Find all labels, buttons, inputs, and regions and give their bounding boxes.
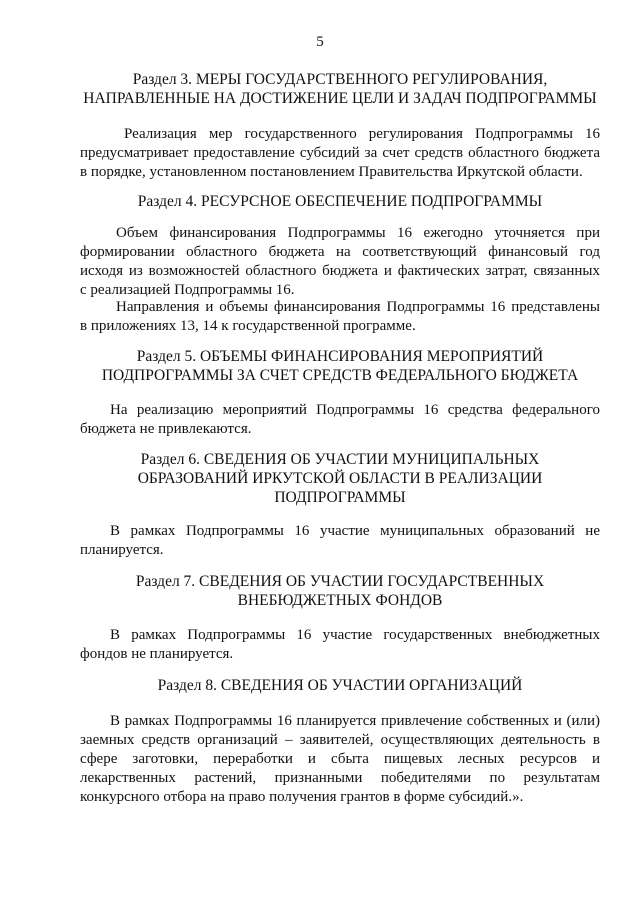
paragraph-line: предусматривает предоставление субсидий за счет средств областного бюджета [80, 145, 600, 161]
section-3-paragraph [80, 125, 600, 182]
heading-line: ОБРАЗОВАНИЙ ИРКУТСКОЙ ОБЛАСТИ В РЕАЛИЗАЦИИ [137, 470, 543, 487]
heading-line: Раздел 6. СВЕДЕНИЯ ОБ УЧАСТИИ МУНИЦИПАЛЬНЫХ [140, 451, 540, 468]
paragraph-line: бюджета не привлекаются. [80, 421, 252, 437]
paragraph-line: фондов не планируется. [80, 646, 234, 662]
heading-line: Раздел 4. РЕСУРСНОЕ ОБЕСПЕЧЕНИЕ ПОДПРОГРАММЫ [137, 193, 543, 210]
heading-line: ВНЕБЮДЖЕТНЫХ ФОНДОВ [237, 592, 443, 609]
paragraph-line: планируется. [80, 542, 164, 558]
section-7-paragraph [80, 626, 600, 664]
section-5-paragraph [80, 401, 600, 439]
paragraph-line: В рамках Подпрограммы 16 участие государственных внебюджетных [110, 627, 600, 643]
paragraph-line: Направления и объемы финансирования Подпрограммы 16 представлены [116, 299, 600, 315]
paragraph-line: лекарственных растений, признанными победителями по результатам [80, 770, 600, 786]
heading-line: Раздел 5. ОБЪЕМЫ ФИНАНСИРОВАНИЯ МЕРОПРИЯТИЙ [136, 348, 544, 365]
section-4-heading [80, 192, 600, 211]
paragraph-line: Реализация мер государственного регулирования Подпрограммы 16 [124, 126, 600, 142]
paragraph-line: Объем финансирования Подпрограммы 16 ежегодно уточняется при [116, 225, 600, 241]
paragraph-line: формировании областного бюджета на соответствующий финансовый год [80, 244, 600, 260]
section-8-paragraph [80, 712, 600, 807]
section-6-paragraph [80, 522, 600, 560]
paragraph-line: в порядке, установленном постановлением Правительства Иркутской области. [80, 164, 583, 180]
section-5-heading [80, 347, 600, 385]
paragraph-line: с реализацией Подпрограммы 16. [80, 282, 295, 298]
page-number: 5 [316, 34, 324, 50]
section-8-heading [80, 676, 600, 695]
paragraph-line: На реализацию мероприятий Подпрограммы 16 средства федерального [110, 402, 600, 418]
section-6-heading [80, 450, 600, 507]
section-3-heading [80, 70, 600, 108]
section-7-heading [80, 572, 600, 610]
paragraph-line: конкурсного отбора на право получения грантов в форме субсидий.». [80, 789, 524, 805]
section-4-paragraph-1 [80, 224, 600, 300]
heading-line: ПОДПРОГРАММЫ ЗА СЧЕТ СРЕДСТВ ФЕДЕРАЛЬНОГО БЮДЖЕТА [101, 367, 579, 384]
paragraph-line: В рамках Подпрограммы 16 планируется привлечение собственных и (или) [110, 713, 600, 729]
heading-line: Раздел 8. СВЕДЕНИЯ ОБ УЧАСТИИ ОРГАНИЗАЦИЙ [157, 677, 523, 694]
paragraph-line: заемных средств организаций – заявителей, осуществляющих деятельность в [80, 732, 600, 748]
paragraph-line: в приложениях 13, 14 к государственной программе. [80, 318, 416, 334]
paragraph-line: В рамках Подпрограммы 16 участие муниципальных образований не [110, 523, 600, 539]
paragraph-line: сфере заготовки, переработки и сбыта пищевых лесных ресурсов и [80, 751, 600, 767]
heading-line: Раздел 7. СВЕДЕНИЯ ОБ УЧАСТИИ ГОСУДАРСТВЕННЫХ [135, 573, 545, 590]
heading-line: ПОДПРОГРАММЫ [274, 489, 406, 506]
heading-line: НАПРАВЛЕННЫЕ НА ДОСТИЖЕНИЕ ЦЕЛИ И ЗАДАЧ ПОДПРОГРАММЫ [83, 90, 597, 107]
heading-line: Раздел 3. МЕРЫ ГОСУДАРСТВЕННОГО РЕГУЛИРОВАНИЯ, [132, 71, 548, 88]
section-4-paragraph-2 [80, 298, 600, 336]
paragraph-line: исходя из возможностей областного бюджета и фактических затрат, связанных [80, 263, 600, 279]
